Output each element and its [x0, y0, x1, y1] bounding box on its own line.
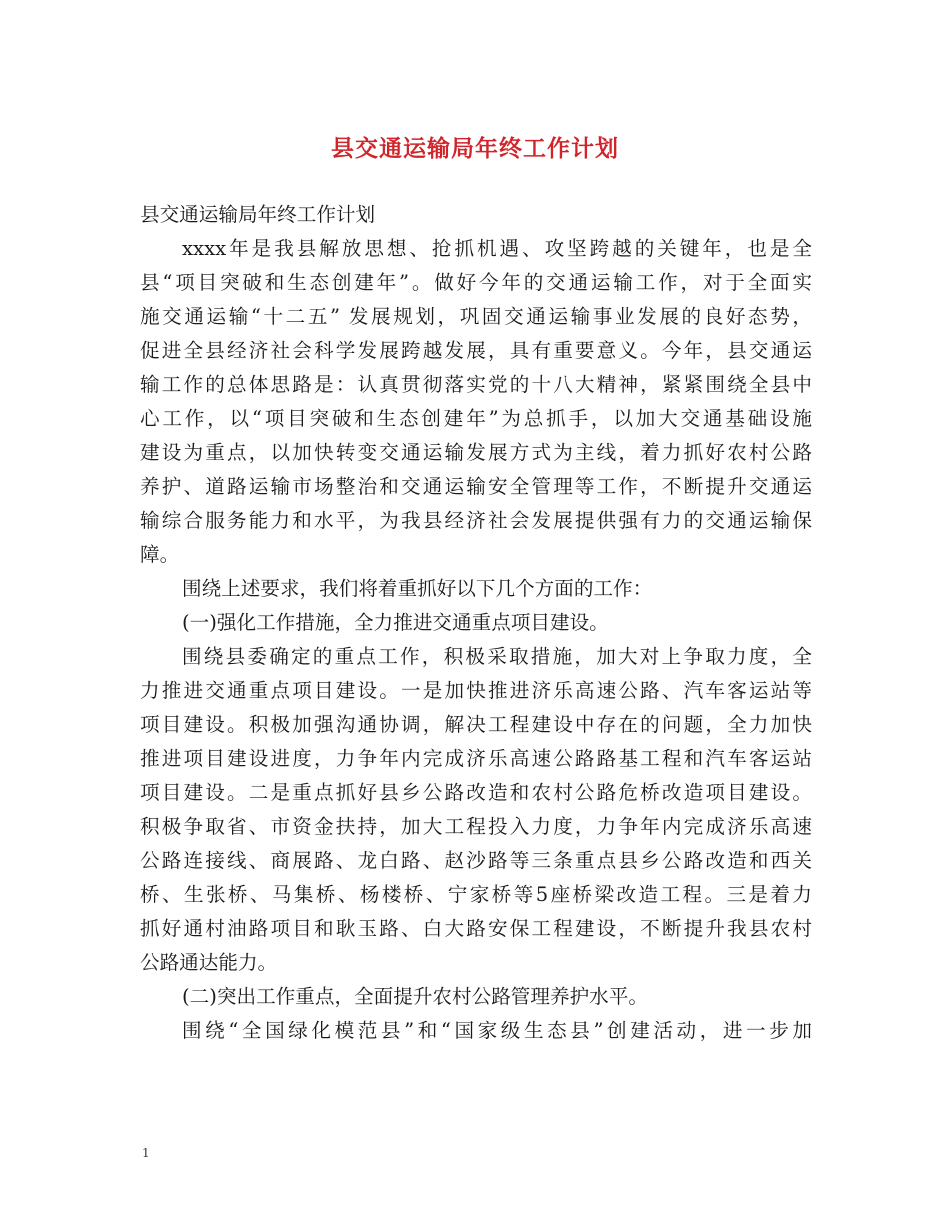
text-line: 项目建设。积极加强沟通协调，解决工程建设中存在的问题，全力加快 — [140, 713, 812, 736]
text-line: 桥、生张桥、马集桥、杨楼桥、宁家桥等5座桥梁改造工程。三是着力 — [140, 883, 812, 906]
text-line: 养护、道路运输市场整治和交通运输安全管理等工作，不断提升交通运 — [140, 475, 812, 498]
text-line: 县交通运输局年终工作计划 — [140, 203, 376, 226]
text-line: 输综合服务能力和水平，为我县经济社会发展提供强有力的交通运输保 — [140, 509, 812, 532]
document-body — [140, 198, 812, 1048]
text-line: xxxx年是我县解放思想、抢抓机遇、攻坚跨越的关键年，也是全 — [182, 237, 812, 260]
text-line: (二)突出工作重点，全面提升农村公路管理养护水平。 — [182, 985, 648, 1008]
text-line: 促进全县经济社会科学发展跨越发展，具有重要意义。今年，县交通运 — [140, 339, 812, 362]
text-line: 抓好通村油路项目和耿玉路、白大路安保工程建设，不断提升我县农村 — [140, 917, 812, 940]
page-number: 1 — [142, 1146, 150, 1160]
text-line: 围绕上述要求，我们将着重抓好以下几个方面的工作： — [182, 577, 653, 600]
text-line: 施交通运输“十二五” 发展规划，巩固交通运输事业发展的良好态势， — [140, 305, 812, 328]
text-line: 障。 — [140, 543, 180, 566]
text-line: (一)强化工作措施，全力推进交通重点项目建设。 — [182, 611, 609, 634]
text-line: 县“项目突破和生态创建年”。做好今年的交通运输工作，对于全面实 — [140, 271, 812, 294]
text-line: 公路连接线、商展路、龙白路、赵沙路等三条重点县乡公路改造和西关 — [140, 849, 812, 872]
text-line: 围绕“全国绿化模范县”和“国家级生态县”创建活动，进一步加 — [182, 1019, 812, 1042]
text-line: 心工作，以“项目突破和生态创建年”为总抓手，以加大交通基础设施 — [140, 407, 812, 430]
text-line: 力推进交通重点项目建设。一是加快推进济乐高速公路、汽车客运站等 — [140, 679, 812, 702]
text-line: 积极争取省、市资金扶持，加大工程投入力度，力争年内完成济乐高速 — [140, 815, 812, 838]
text-line: 公路通达能力。 — [140, 951, 278, 974]
text-line: 建设为重点，以加快转变交通运输发展方式为主线，着力抓好农村公路 — [140, 441, 812, 464]
text-line: 项目建设。二是重点抓好县乡公路改造和农村公路危桥改造项目建设。 — [140, 781, 812, 804]
text-line: 输工作的总体思路是：认真贯彻落实党的十八大精神，紧紧围绕全县中 — [140, 373, 812, 396]
text-line: 推进项目建设进度，力争年内完成济乐高速公路路基工程和汽车客运站 — [140, 747, 812, 770]
document-title: 县交通运输局年终工作计划 — [331, 135, 619, 162]
text-line: 围绕县委确定的重点工作，积极采取措施，加大对上争取力度，全 — [182, 645, 812, 668]
